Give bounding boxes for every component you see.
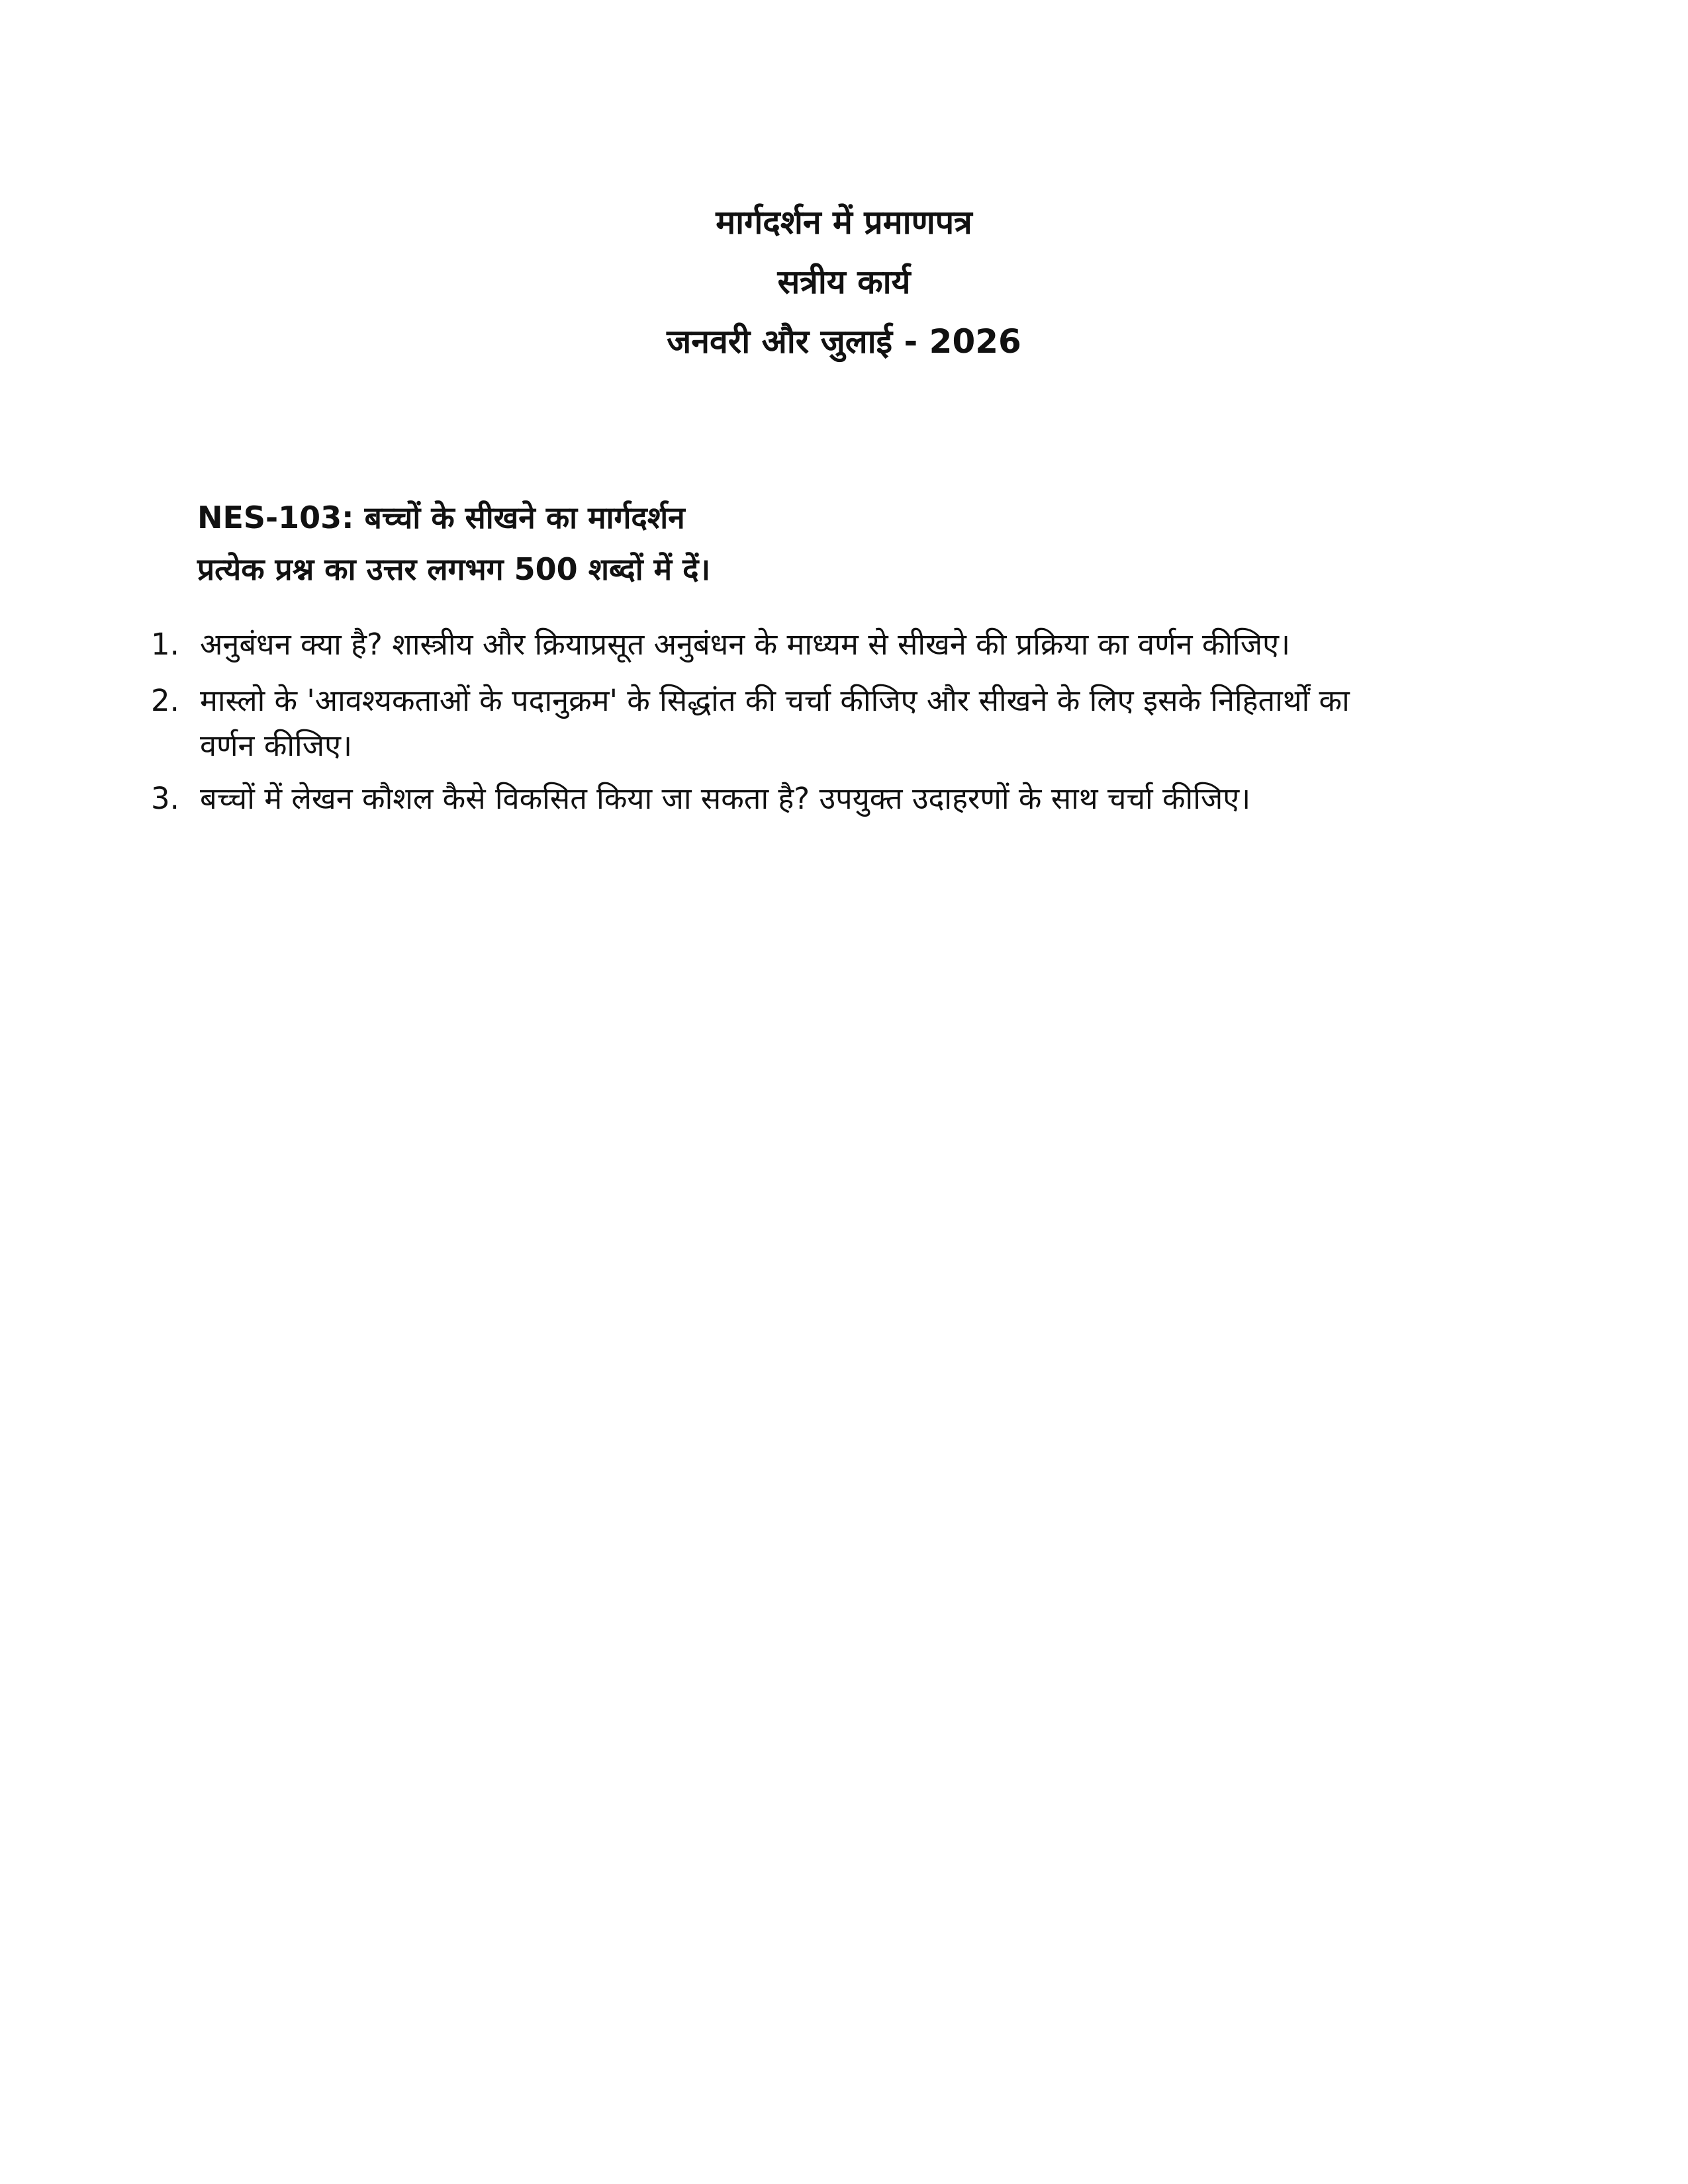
programme-title: मार्गदर्शन में प्रमाणपत्र — [716, 203, 972, 242]
question-text: अनुबंधन क्या है? शास्त्रीय और क्रियाप्रसूत अनुबंधन के माध्यम से सीखने की प्रक्रिया का वर्णन कीजिए। — [200, 627, 1291, 662]
question-text: बच्चों में लेखन कौशल कैसे विकसित किया जा सकता है? उपयुक्त उदाहरणों के साथ चर्चा कीजिए। — [200, 781, 1251, 816]
session-heading: जनवरी और जुलाई - 2026 — [667, 322, 1021, 361]
question-1 — [151, 623, 1290, 664]
question-number: 2. — [151, 683, 179, 718]
question-2-continuation: वर्णन कीजिए। — [200, 728, 353, 763]
question-number: 1. — [151, 627, 179, 662]
course-title: NES-103: बच्चों के सीखने का मार्गदर्शन — [197, 500, 685, 535]
question-3 — [151, 778, 1250, 818]
assignment-heading: सत्रीय कार्य — [777, 263, 911, 301]
question-number: 3. — [151, 781, 179, 816]
instruction: प्रत्येक प्रश्न का उत्तर लगभग 500 शब्दों में दें। — [197, 551, 711, 587]
question-2 — [151, 680, 1350, 720]
question-text: मास्लो के 'आवश्यकताओं के पदानुक्रम' के सिद्धांत की चर्चा कीजिए और सीखने के लिए इसके निहितार्थों का — [200, 683, 1350, 718]
